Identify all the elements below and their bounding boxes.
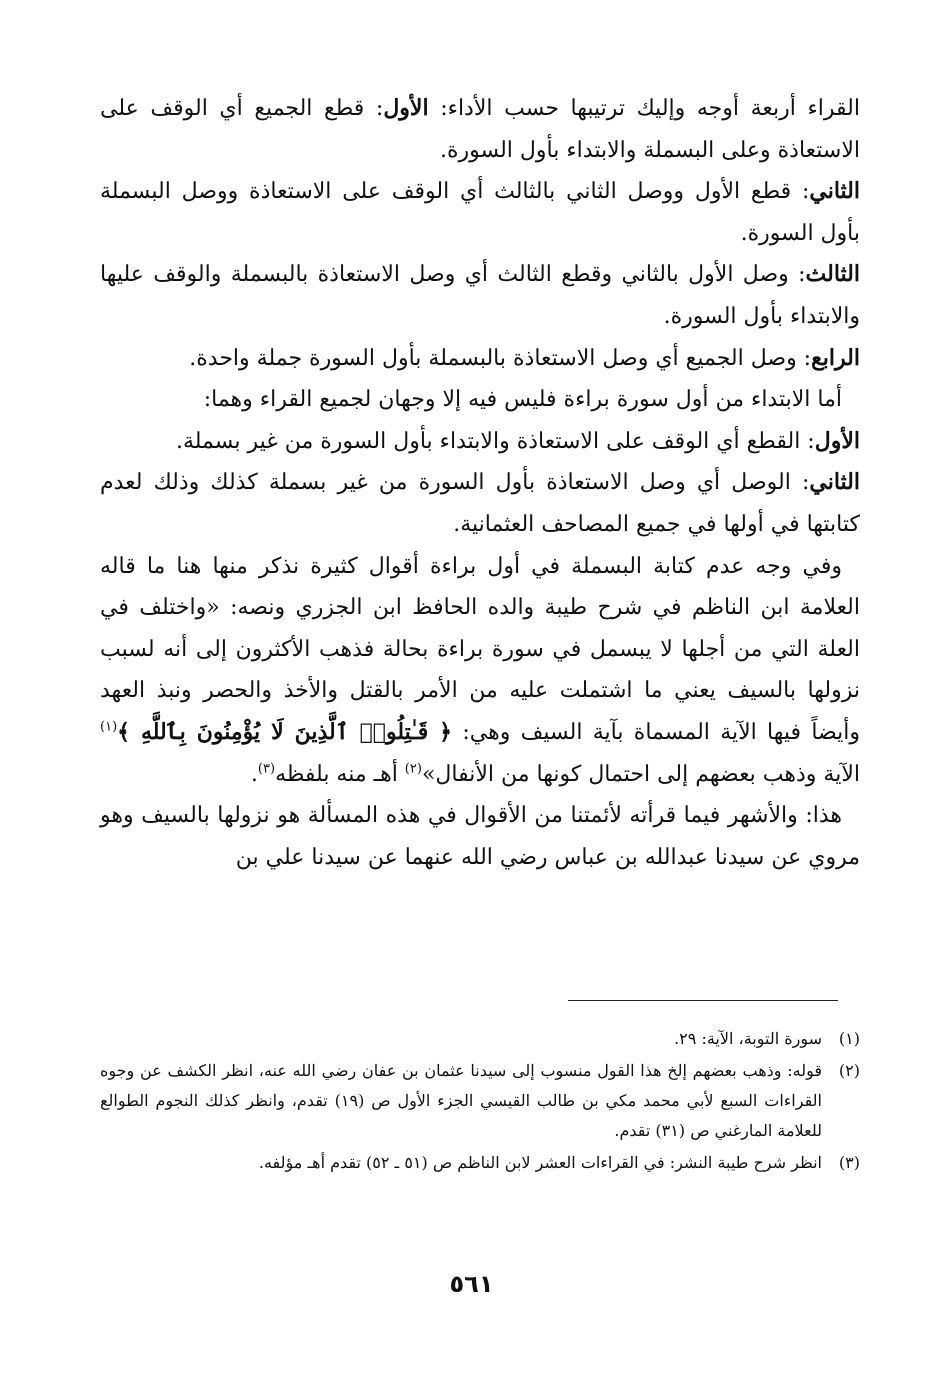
term-second: الثاني <box>809 469 860 496</box>
page-number: ٥٦١ <box>449 1270 494 1298</box>
paragraph-text: . <box>250 761 258 787</box>
paragraph-text: : وصل الأول بالثاني وقطع الثالث أي وصل الاستعاذة بالبسملة والوقف عليها والابتداء بأول السورة. <box>100 262 860 329</box>
footnote-1 <box>100 1024 860 1054</box>
footnote-text: انظر شرح طيبة النشر: في القراءات العشر لابن الناظم ص (٥١ ـ ٥٢) تقدم أهـ مؤلفه. <box>258 1153 822 1172</box>
footnote-2 <box>100 1056 860 1146</box>
paragraph-text: القراء أربعة أوجه وإليك ترتيبها حسب الأداء: <box>428 96 860 121</box>
paragraph-most-famous <box>100 795 860 878</box>
paragraph-intro-methods <box>100 88 860 171</box>
footnote-ref-1[interactable]: (١) <box>100 719 118 735</box>
footnote-ref-2[interactable]: (٢) <box>404 761 422 777</box>
paragraph-text: الآية وذهب بعضهم إلى احتمال كونها من الأنفال» <box>421 761 860 787</box>
paragraph-second-method <box>100 171 860 254</box>
paragraph-fourth-method <box>100 338 860 380</box>
term-first: الأول <box>814 427 860 454</box>
term-second: الثاني <box>809 178 860 205</box>
term-first: الأول <box>383 95 429 121</box>
paragraph-text: : وصل الجميع أي وصل الاستعاذة بالبسملة بأول السورة جملة واحدة. <box>189 345 812 371</box>
paragraph-text: وفي وجه عدم كتابة البسملة في أول براءة أقوال كثيرة نذكر منها هنا ما قاله العلامة ابن الناظم في شرح طيبة والده الحافظ ابن الجزري ونصه: «واختلف في العلة التي من أجلها لا يبسمل في سورة براءة بحالة فذهب الأكثرون إلى أنه لسبب نزولها بالسيف يعني ما اشتملت عليه من الأمر بالقتل والأخذ والحصر ونبذ العهد وأيضاً فيها الآية المسماة بآية السيف وهي: <box>100 553 860 745</box>
quran-verse: ﴿ قَـٰتِلُوا۟ ٱلَّذِينَ لَا يُؤْمِنُونَ بِٱللَّهِ ﴾ <box>117 718 453 745</box>
footnote-number: (١) <box>838 1029 860 1048</box>
main-body-text <box>100 88 860 878</box>
footnote-number: (٢) <box>838 1061 860 1080</box>
footnote-text: قوله: وذهب بعضهم إلخ هذا القول منسوب إلى سيدنا عثمان بن عفان رضي الله عنه، انظر الكشف عن وجوه القراءات السبع لأبي محمد مكي بن طالب القيسي الجزء الأول ص (١٩) تقدم، وانظر كذلك النجوم الطوالع للعلامة المارغني ص (٣١) تقدم. <box>100 1061 822 1140</box>
paragraph-baraa-second <box>100 462 860 545</box>
term-fourth: الرابع <box>811 344 860 371</box>
footnote-ref-3[interactable]: (٣) <box>257 761 276 777</box>
paragraph-text: : قطع الجميع أي الوقف على الاستعاذة وعلى البسملة والابتداء بأول السورة. <box>100 96 860 163</box>
paragraph-text: أهـ منه بلفظه <box>275 761 405 787</box>
paragraph-baraa-first <box>100 421 860 463</box>
term-third: الثالث <box>805 261 860 288</box>
paragraph-text: : قطع الأول ووصل الثاني بالثالث أي الوقف على الاستعاذة ووصل البسملة بأول السورة. <box>100 179 860 246</box>
paragraph-baraa-intro <box>100 379 860 421</box>
paragraph-text: : الوصل أي وصل الاستعاذة بأول السورة من غير بسملة كذلك وذلك لعدم كتابتها في أولها في جميع المصاحف العثمانية. <box>100 470 860 537</box>
footnote-text: سورة التوبة، الآية: ٢٩. <box>674 1029 822 1048</box>
paragraph-third-method <box>100 254 860 337</box>
paragraph-text: : القطع أي الوقف على الاستعاذة والابتداء بأول السورة من غير بسملة. <box>175 428 815 454</box>
footnote-separator <box>568 1000 838 1001</box>
paragraph-basmala-reasons <box>100 546 860 796</box>
footnotes <box>100 1024 860 1180</box>
footnote-3 <box>100 1148 860 1178</box>
paragraph-text: أما الابتداء من أول سورة براءة فليس فيه إلا وجهان لجميع القراء وهما: <box>203 387 842 413</box>
paragraph-text: هذا: والأشهر فيما قرأته لأئمتنا من الأقوال في هذه المسألة هو نزولها بالسيف وهو مروي عن سيدنا عبدالله بن عباس رضي الله عنهما عن سيدنا علي بن <box>100 803 860 870</box>
footnote-number: (٣) <box>838 1153 860 1172</box>
